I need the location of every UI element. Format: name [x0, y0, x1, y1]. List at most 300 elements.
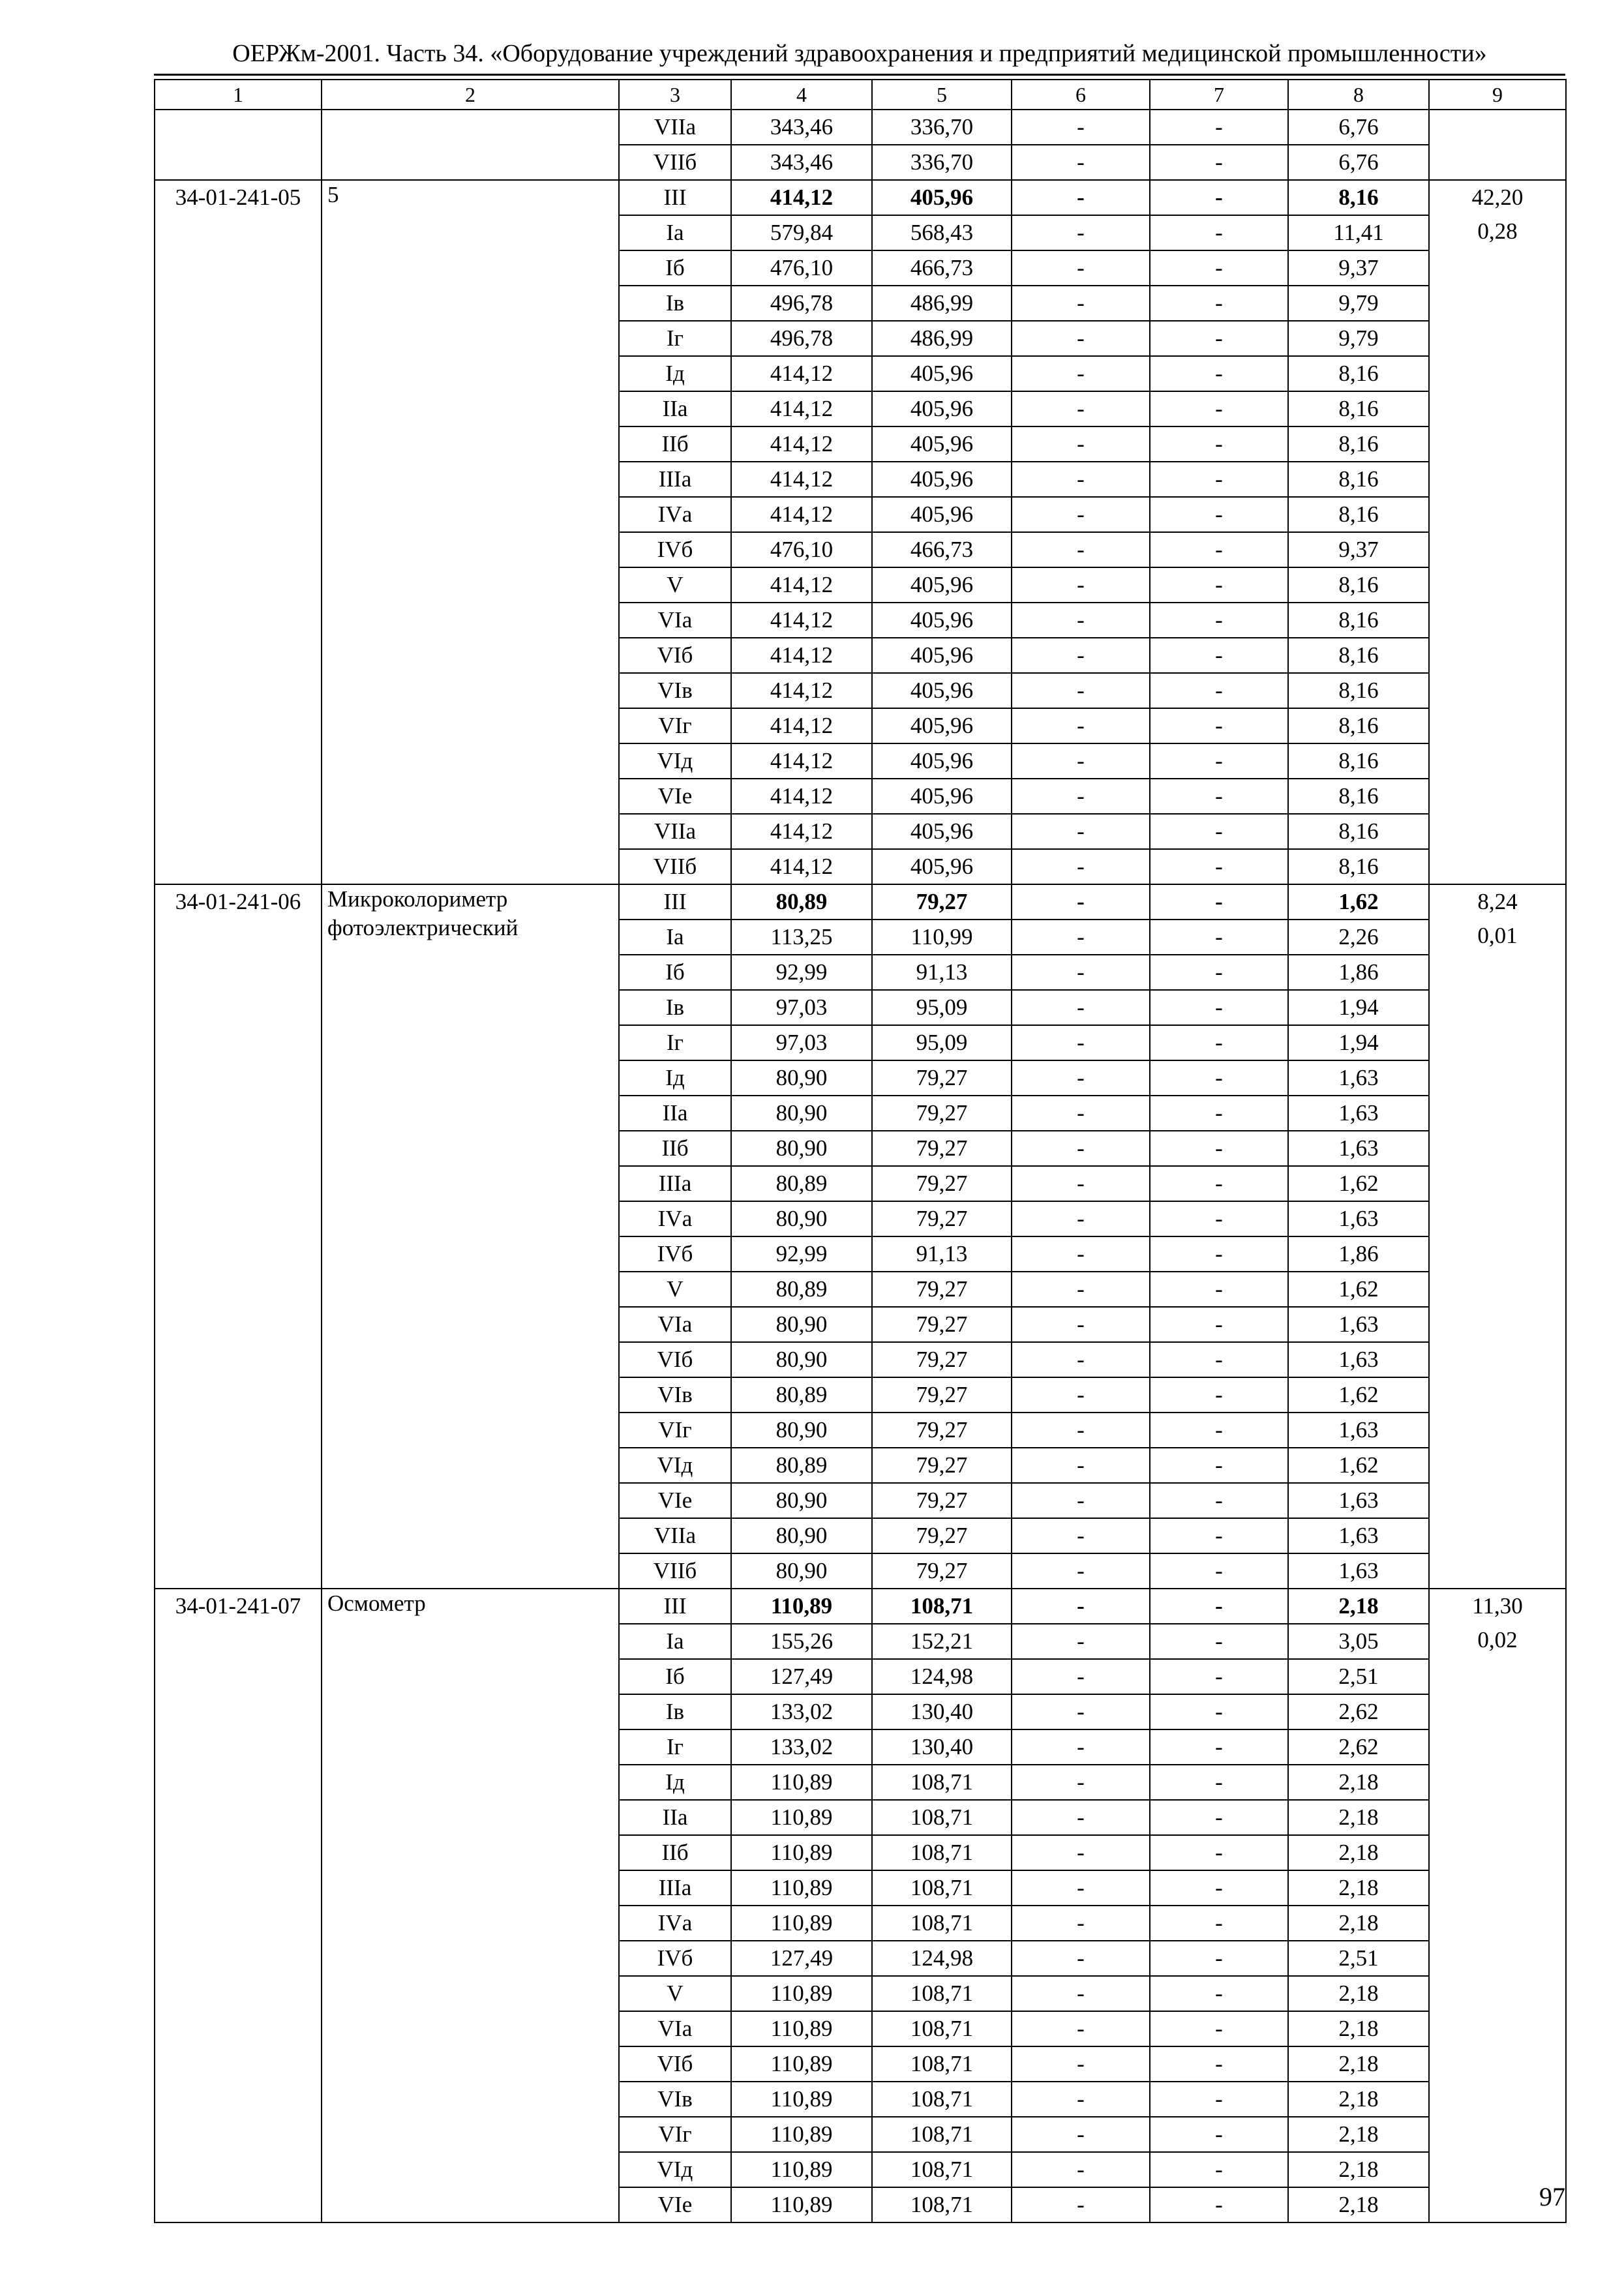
value-cell-6: -	[1012, 955, 1150, 990]
value-cell-4: 414,12	[731, 673, 872, 708]
column-header: 1	[155, 80, 322, 110]
value-cell-4: 110,89	[731, 2082, 872, 2117]
value-cell-8: 1,94	[1288, 1025, 1429, 1060]
zone-cell: IVа	[619, 497, 731, 532]
zone-cell: Iв	[619, 1694, 731, 1729]
value-cell-7: -	[1150, 110, 1288, 145]
zone-cell: Iа	[619, 1624, 731, 1659]
value-cell-6: -	[1012, 1377, 1150, 1413]
value-cell-6: -	[1012, 532, 1150, 567]
value-cell-7: -	[1150, 426, 1288, 462]
value-cell-5: 108,71	[872, 2046, 1012, 2082]
resource-code: 34-01-241-07	[155, 1589, 322, 2222]
value-cell-6: -	[1012, 1729, 1150, 1765]
value-cell-7: -	[1150, 1553, 1288, 1589]
value-cell-5: 336,70	[872, 145, 1012, 180]
value-cell-7: -	[1150, 356, 1288, 391]
zone-cell: VIIа	[619, 110, 731, 145]
value-cell-5: 405,96	[872, 462, 1012, 497]
value-cell-8: 9,79	[1288, 286, 1429, 321]
zone-cell: III	[619, 884, 731, 920]
value-cell-6: -	[1012, 920, 1150, 955]
zone-cell: IVб	[619, 532, 731, 567]
value-cell-7: -	[1150, 743, 1288, 779]
zone-cell: Iг	[619, 1025, 731, 1060]
value-cell-5: 108,71	[872, 1800, 1012, 1835]
zone-cell: IVа	[619, 1906, 731, 1941]
value-cell-5: 124,98	[872, 1659, 1012, 1694]
value-cell-7: -	[1150, 1765, 1288, 1800]
value-cell-5: 108,71	[872, 1765, 1012, 1800]
header-rule	[154, 74, 1565, 76]
value-cell-4: 92,99	[731, 955, 872, 990]
value-cell-4: 80,90	[731, 1307, 872, 1342]
value-cell-8: 1,62	[1288, 1166, 1429, 1201]
value-cell-6: -	[1012, 1835, 1150, 1870]
value-cell-8: 8,16	[1288, 743, 1429, 779]
value-cell-5: 79,27	[872, 1377, 1012, 1413]
value-cell-7: -	[1150, 1870, 1288, 1906]
value-cell-8: 6,76	[1288, 145, 1429, 180]
value-cell-7: -	[1150, 1096, 1288, 1131]
zone-cell: VIа	[619, 603, 731, 638]
value-cell-8: 1,62	[1288, 1448, 1429, 1483]
value-cell-5: 405,96	[872, 849, 1012, 884]
value-cell-8: 8,16	[1288, 391, 1429, 426]
zone-cell: Iг	[619, 321, 731, 356]
value-cell-4: 155,26	[731, 1624, 872, 1659]
value-cell-4: 110,89	[731, 1765, 872, 1800]
value-cell-7: -	[1150, 567, 1288, 603]
value-cell-5: 405,96	[872, 603, 1012, 638]
value-cell-5: 79,27	[872, 1131, 1012, 1166]
column-number-row	[155, 80, 1566, 110]
value-cell-5: 79,27	[872, 1413, 1012, 1448]
value-cell-7: -	[1150, 2046, 1288, 2082]
value-cell-6: -	[1012, 1131, 1150, 1166]
value-cell-8: 1,63	[1288, 1518, 1429, 1553]
value-cell-5: 110,99	[872, 920, 1012, 955]
value-cell-8: 1,86	[1288, 1236, 1429, 1272]
zone-cell: Iб	[619, 250, 731, 286]
value-cell-6: -	[1012, 1589, 1150, 1624]
column-9-value: 11,30	[1472, 1593, 1523, 1619]
value-cell-7: -	[1150, 1236, 1288, 1272]
value-cell-4: 110,89	[731, 2152, 872, 2187]
value-cell-5: 91,13	[872, 1236, 1012, 1272]
value-cell-8: 8,16	[1288, 779, 1429, 814]
value-cell-6: -	[1012, 1307, 1150, 1342]
value-cell-4: 476,10	[731, 532, 872, 567]
value-cell-7: -	[1150, 1448, 1288, 1483]
value-cell-6: -	[1012, 1941, 1150, 1976]
zone-cell: VIд	[619, 2152, 731, 2187]
value-cell-4: 80,89	[731, 1448, 872, 1483]
value-cell-7: -	[1150, 286, 1288, 321]
value-cell-8: 9,37	[1288, 250, 1429, 286]
value-cell-4: 80,90	[731, 1553, 872, 1589]
value-cell-8: 1,94	[1288, 990, 1429, 1025]
zone-cell: VIе	[619, 779, 731, 814]
value-cell-8: 1,62	[1288, 1377, 1429, 1413]
value-cell-8: 6,76	[1288, 110, 1429, 145]
value-cell-7: -	[1150, 1483, 1288, 1518]
value-cell-7: -	[1150, 708, 1288, 743]
resource-code	[155, 110, 322, 180]
value-cell-4: 414,12	[731, 497, 872, 532]
zone-cell: Iа	[619, 215, 731, 250]
column-header: 5	[872, 80, 1012, 110]
value-cell-6: -	[1012, 215, 1150, 250]
value-cell-8: 2,62	[1288, 1729, 1429, 1765]
value-cell-5: 108,71	[872, 1589, 1012, 1624]
value-cell-4: 579,84	[731, 215, 872, 250]
value-cell-6: -	[1012, 2011, 1150, 2046]
value-cell-6: -	[1012, 321, 1150, 356]
value-cell-5: 405,96	[872, 814, 1012, 849]
value-cell-8: 2,18	[1288, 1976, 1429, 2011]
zone-cell: Iб	[619, 955, 731, 990]
value-cell-7: -	[1150, 180, 1288, 215]
value-cell-4: 414,12	[731, 708, 872, 743]
value-cell-8: 2,18	[1288, 1765, 1429, 1800]
value-cell-5: 79,27	[872, 1307, 1012, 1342]
resource-code: 34-01-241-06	[155, 884, 322, 1589]
value-cell-8: 2,62	[1288, 1694, 1429, 1729]
value-cell-4: 110,89	[731, 2046, 872, 2082]
value-cell-8: 1,62	[1288, 1272, 1429, 1307]
value-cell-6: -	[1012, 1518, 1150, 1553]
value-cell-5: 486,99	[872, 321, 1012, 356]
value-cell-6: -	[1012, 708, 1150, 743]
value-cell-7: -	[1150, 2082, 1288, 2117]
price-table	[154, 79, 1567, 2223]
value-cell-5: 108,71	[872, 1906, 1012, 1941]
column-header: 9	[1429, 80, 1566, 110]
value-cell-6: -	[1012, 884, 1150, 920]
value-cell-4: 110,89	[731, 2117, 872, 2152]
zone-cell: III	[619, 180, 731, 215]
zone-cell: IIIа	[619, 1870, 731, 1906]
value-cell-4: 110,89	[731, 1870, 872, 1906]
value-cell-4: 414,12	[731, 814, 872, 849]
zone-cell: Iд	[619, 1060, 731, 1096]
value-cell-4: 80,89	[731, 1272, 872, 1307]
value-cell-4: 80,90	[731, 1518, 872, 1553]
value-cell-4: 80,90	[731, 1060, 872, 1096]
zone-cell: Iв	[619, 990, 731, 1025]
value-cell-5: 95,09	[872, 1025, 1012, 1060]
value-cell-6: -	[1012, 1236, 1150, 1272]
value-cell-7: -	[1150, 884, 1288, 920]
value-cell-8: 2,18	[1288, 1835, 1429, 1870]
value-cell-6: -	[1012, 1201, 1150, 1236]
column-9-value: 0,02	[1477, 1627, 1518, 1653]
value-cell-4: 133,02	[731, 1729, 872, 1765]
value-cell-6: -	[1012, 1342, 1150, 1377]
value-cell-6: -	[1012, 2152, 1150, 2187]
value-cell-5: 79,27	[872, 1448, 1012, 1483]
value-cell-6: -	[1012, 2082, 1150, 2117]
value-cell-5: 79,27	[872, 1272, 1012, 1307]
value-cell-4: 127,49	[731, 1659, 872, 1694]
value-cell-6: -	[1012, 145, 1150, 180]
value-cell-4: 97,03	[731, 1025, 872, 1060]
value-cell-8: 2,18	[1288, 2187, 1429, 2222]
value-cell-7: -	[1150, 990, 1288, 1025]
value-cell-7: -	[1150, 1272, 1288, 1307]
value-cell-7: -	[1150, 1906, 1288, 1941]
value-cell-4: 414,12	[731, 567, 872, 603]
value-cell-7: -	[1150, 1835, 1288, 1870]
value-cell-5: 108,71	[872, 2117, 1012, 2152]
zone-cell: VIIа	[619, 1518, 731, 1553]
zone-cell: VIд	[619, 743, 731, 779]
column-9-cell	[1429, 1589, 1566, 2222]
value-cell-5: 79,27	[872, 1518, 1012, 1553]
value-cell-8: 1,63	[1288, 1413, 1429, 1448]
value-cell-4: 80,90	[731, 1413, 872, 1448]
value-cell-6: -	[1012, 779, 1150, 814]
zone-cell: VIг	[619, 1413, 731, 1448]
value-cell-8: 8,16	[1288, 180, 1429, 215]
value-cell-6: -	[1012, 1166, 1150, 1201]
value-cell-5: 124,98	[872, 1941, 1012, 1976]
zone-cell: VIв	[619, 1377, 731, 1413]
value-cell-5: 79,27	[872, 1060, 1012, 1096]
zone-cell: IVб	[619, 1941, 731, 1976]
column-header: 7	[1150, 80, 1288, 110]
value-cell-7: -	[1150, 250, 1288, 286]
value-cell-6: -	[1012, 2187, 1150, 2222]
value-cell-4: 496,78	[731, 321, 872, 356]
value-cell-5: 108,71	[872, 2152, 1012, 2187]
value-cell-8: 1,63	[1288, 1342, 1429, 1377]
value-cell-7: -	[1150, 2187, 1288, 2222]
zone-cell: V	[619, 1976, 731, 2011]
value-cell-8: 1,63	[1288, 1553, 1429, 1589]
value-cell-6: -	[1012, 567, 1150, 603]
zone-cell: VIе	[619, 2187, 731, 2222]
value-cell-7: -	[1150, 145, 1288, 180]
zone-cell: IIб	[619, 1131, 731, 1166]
value-cell-8: 11,41	[1288, 215, 1429, 250]
value-cell-7: -	[1150, 2152, 1288, 2187]
column-9-cell	[1429, 180, 1566, 884]
value-cell-5: 405,96	[872, 356, 1012, 391]
value-cell-6: -	[1012, 462, 1150, 497]
zone-cell: V	[619, 567, 731, 603]
value-cell-7: -	[1150, 920, 1288, 955]
value-cell-5: 568,43	[872, 215, 1012, 250]
zone-cell: VIг	[619, 2117, 731, 2152]
value-cell-8: 2,18	[1288, 2152, 1429, 2187]
value-cell-8: 2,26	[1288, 920, 1429, 955]
zone-cell: IIа	[619, 1096, 731, 1131]
column-9-cell	[1429, 110, 1566, 180]
column-header: 8	[1288, 80, 1429, 110]
value-cell-7: -	[1150, 1941, 1288, 1976]
value-cell-4: 127,49	[731, 1941, 872, 1976]
zone-cell: IIIа	[619, 1166, 731, 1201]
zone-cell: Iд	[619, 356, 731, 391]
value-cell-4: 97,03	[731, 990, 872, 1025]
value-cell-6: -	[1012, 2046, 1150, 2082]
value-cell-7: -	[1150, 2117, 1288, 2152]
value-cell-8: 8,16	[1288, 603, 1429, 638]
column-header: 3	[619, 80, 731, 110]
value-cell-7: -	[1150, 1659, 1288, 1694]
column-9-value: 42,20	[1471, 185, 1524, 210]
column-9-value: 0,01	[1477, 923, 1518, 948]
equipment-name: 5	[322, 180, 619, 884]
value-cell-5: 108,71	[872, 1870, 1012, 1906]
value-cell-5: 108,71	[872, 1976, 1012, 2011]
value-cell-5: 79,27	[872, 1483, 1012, 1518]
value-cell-8: 1,63	[1288, 1307, 1429, 1342]
zone-cell: Iв	[619, 286, 731, 321]
value-cell-4: 496,78	[731, 286, 872, 321]
value-cell-4: 92,99	[731, 1236, 872, 1272]
zone-cell: VIв	[619, 2082, 731, 2117]
value-cell-5: 79,27	[872, 1201, 1012, 1236]
value-cell-8: 1,86	[1288, 955, 1429, 990]
value-cell-7: -	[1150, 1589, 1288, 1624]
zone-cell: Iд	[619, 1765, 731, 1800]
value-cell-7: -	[1150, 1201, 1288, 1236]
value-cell-7: -	[1150, 1377, 1288, 1413]
value-cell-4: 414,12	[731, 849, 872, 884]
value-cell-4: 110,89	[731, 1976, 872, 2011]
value-cell-5: 405,96	[872, 638, 1012, 673]
value-cell-8: 8,16	[1288, 497, 1429, 532]
value-cell-8: 2,18	[1288, 2082, 1429, 2117]
value-cell-5: 152,21	[872, 1624, 1012, 1659]
value-cell-8: 8,16	[1288, 567, 1429, 603]
value-cell-6: -	[1012, 1976, 1150, 2011]
value-cell-4: 414,12	[731, 356, 872, 391]
value-cell-5: 405,96	[872, 426, 1012, 462]
value-cell-5: 466,73	[872, 532, 1012, 567]
column-header: 6	[1012, 80, 1150, 110]
value-cell-6: -	[1012, 1870, 1150, 1906]
value-cell-4: 476,10	[731, 250, 872, 286]
value-cell-7: -	[1150, 603, 1288, 638]
value-cell-7: -	[1150, 1166, 1288, 1201]
value-cell-7: -	[1150, 1342, 1288, 1377]
value-cell-8: 2,18	[1288, 1589, 1429, 1624]
zone-cell: IVб	[619, 1236, 731, 1272]
value-cell-4: 133,02	[731, 1694, 872, 1729]
value-cell-5: 405,96	[872, 567, 1012, 603]
value-cell-8: 8,16	[1288, 426, 1429, 462]
value-cell-6: -	[1012, 1624, 1150, 1659]
value-cell-5: 486,99	[872, 286, 1012, 321]
equipment-name	[322, 110, 619, 180]
zone-cell: VIа	[619, 1307, 731, 1342]
value-cell-6: -	[1012, 1272, 1150, 1307]
equipment-name: Микроколориметр фотоэлектрический	[322, 884, 619, 1589]
value-cell-4: 414,12	[731, 426, 872, 462]
value-cell-4: 414,12	[731, 779, 872, 814]
value-cell-7: -	[1150, 2011, 1288, 2046]
value-cell-6: -	[1012, 391, 1150, 426]
value-cell-5: 79,27	[872, 1166, 1012, 1201]
value-cell-6: -	[1012, 426, 1150, 462]
value-cell-5: 130,40	[872, 1694, 1012, 1729]
table-row	[155, 110, 1566, 145]
value-cell-8: 2,18	[1288, 1906, 1429, 1941]
value-cell-8: 1,63	[1288, 1060, 1429, 1096]
zone-cell: VIб	[619, 2046, 731, 2082]
zone-cell: IIIа	[619, 462, 731, 497]
value-cell-6: -	[1012, 497, 1150, 532]
table-row	[155, 1589, 1566, 1624]
page-header: ОЕРЖм-2001. Часть 34. «Оборудование учреждений здравоохранения и предприятий медицинской промышленности»	[232, 40, 1487, 67]
value-cell-4: 414,12	[731, 180, 872, 215]
value-cell-4: 414,12	[731, 462, 872, 497]
value-cell-5: 405,96	[872, 708, 1012, 743]
zone-cell: VIIб	[619, 1553, 731, 1589]
zone-cell: VIб	[619, 638, 731, 673]
zone-cell: VIд	[619, 1448, 731, 1483]
value-cell-6: -	[1012, 1413, 1150, 1448]
value-cell-8: 2,18	[1288, 2046, 1429, 2082]
value-cell-4: 414,12	[731, 603, 872, 638]
value-cell-6: -	[1012, 1448, 1150, 1483]
column-9-value: 0,28	[1477, 218, 1518, 244]
value-cell-7: -	[1150, 1060, 1288, 1096]
value-cell-7: -	[1150, 1025, 1288, 1060]
zone-cell: IIб	[619, 1835, 731, 1870]
value-cell-7: -	[1150, 1800, 1288, 1835]
value-cell-5: 466,73	[872, 250, 1012, 286]
value-cell-4: 113,25	[731, 920, 872, 955]
value-cell-5: 130,40	[872, 1729, 1012, 1765]
zone-cell: Iа	[619, 920, 731, 955]
zone-cell: VIб	[619, 1342, 731, 1377]
value-cell-7: -	[1150, 638, 1288, 673]
zone-cell: Iг	[619, 1729, 731, 1765]
value-cell-7: -	[1150, 673, 1288, 708]
value-cell-4: 343,46	[731, 110, 872, 145]
table-body	[155, 110, 1566, 2222]
zone-cell: III	[619, 1589, 731, 1624]
value-cell-6: -	[1012, 250, 1150, 286]
value-cell-6: -	[1012, 1765, 1150, 1800]
value-cell-6: -	[1012, 356, 1150, 391]
value-cell-7: -	[1150, 1976, 1288, 2011]
value-cell-8: 8,16	[1288, 814, 1429, 849]
column-9-cell	[1429, 884, 1566, 1589]
zone-cell: VIа	[619, 2011, 731, 2046]
value-cell-5: 79,27	[872, 1342, 1012, 1377]
value-cell-7: -	[1150, 462, 1288, 497]
column-header: 2	[322, 80, 619, 110]
value-cell-7: -	[1150, 1413, 1288, 1448]
zone-cell: VIв	[619, 673, 731, 708]
table-row	[155, 884, 1566, 920]
value-cell-4: 110,89	[731, 2011, 872, 2046]
value-cell-4: 110,89	[731, 1800, 872, 1835]
value-cell-5: 108,71	[872, 2082, 1012, 2117]
value-cell-4: 80,90	[731, 1201, 872, 1236]
value-cell-7: -	[1150, 814, 1288, 849]
value-cell-8: 8,16	[1288, 708, 1429, 743]
equipment-name: Осмометр	[322, 1589, 619, 2222]
value-cell-8: 2,18	[1288, 1870, 1429, 1906]
value-cell-5: 79,27	[872, 1096, 1012, 1131]
